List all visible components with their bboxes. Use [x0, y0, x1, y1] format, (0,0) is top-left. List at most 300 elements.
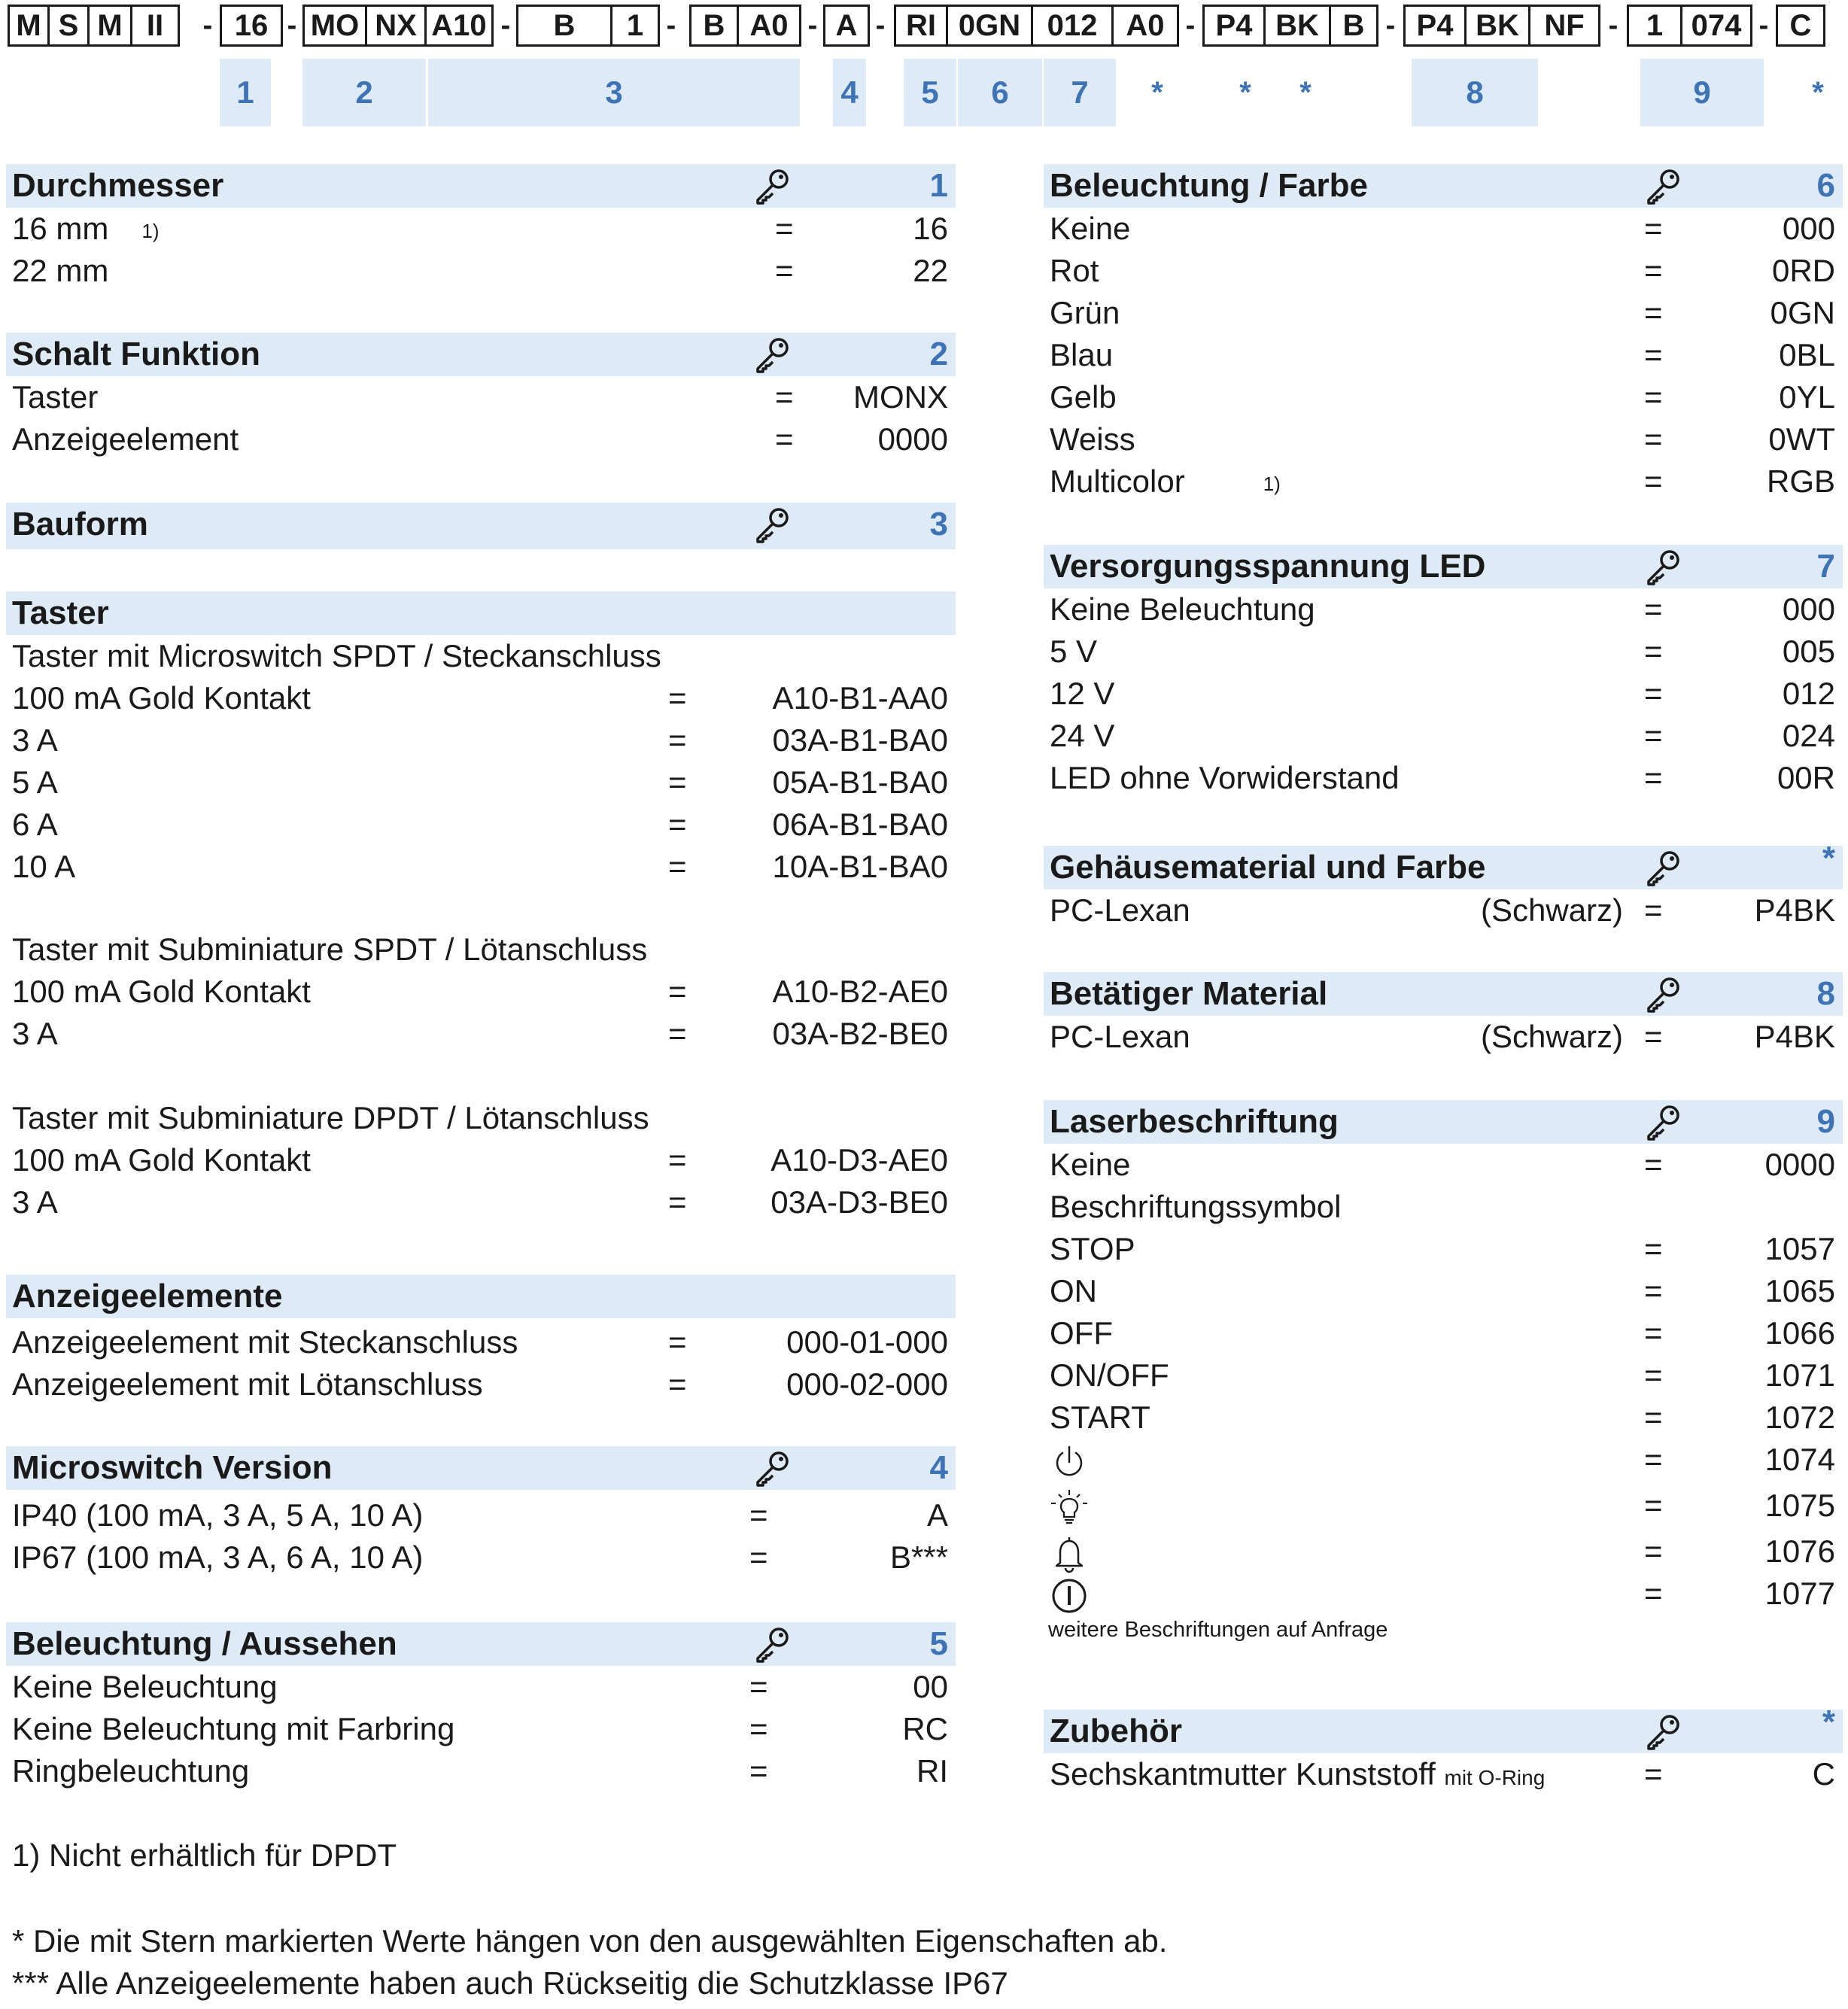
code-position-number: 7 — [1044, 59, 1116, 126]
option-row — [6, 1750, 956, 1792]
code-box: BK — [1464, 5, 1530, 47]
code-box: NF — [1528, 5, 1600, 47]
section-header — [1044, 1100, 1843, 1144]
option-code: 00R — [1777, 760, 1835, 795]
equals-sign: = — [1644, 379, 1663, 415]
option-row — [1044, 334, 1843, 376]
option-label: Sechskantmutter Kunststoff — [1050, 1756, 1436, 1792]
section-header — [1044, 1704, 1843, 1753]
section-title: Durchmesser — [12, 167, 224, 204]
section-number: * — [1822, 1704, 1835, 1740]
option-code: 0WT — [1768, 421, 1835, 457]
section-title: Microswitch Version — [12, 1449, 333, 1486]
key-icon — [753, 506, 792, 543]
code-box: BK — [1263, 5, 1331, 47]
option-row — [1044, 673, 1843, 715]
symbol-row — [1044, 1481, 1843, 1530]
code-box: A10 — [424, 5, 494, 47]
option-label: Keine Beleuchtung mit Farbring — [12, 1711, 455, 1746]
option-label: PC-Lexan — [1050, 1019, 1190, 1054]
option-label: Ringbeleuchtung — [12, 1753, 250, 1789]
section-schalt-funktion — [6, 333, 956, 460]
option-row — [6, 1363, 956, 1406]
option-label: Beschriftungssymbol — [1050, 1189, 1342, 1224]
option-code: 16 — [913, 211, 948, 246]
option-label: 6 A — [12, 807, 58, 842]
option-code: 00 — [913, 1669, 948, 1704]
section-header — [1044, 840, 1843, 889]
section-taster — [6, 591, 956, 1223]
equals-sign: = — [1644, 892, 1663, 928]
option-code: A10-B1-AA0 — [772, 680, 948, 716]
option-code: 0000 — [877, 421, 948, 457]
section-header — [1044, 972, 1843, 1016]
option-code: 1076 — [1764, 1533, 1835, 1569]
section-durchmesser — [6, 164, 956, 292]
option-row — [1044, 250, 1843, 292]
code-box: MO — [302, 5, 367, 47]
equals-sign: = — [749, 1497, 768, 1533]
option-code: MONX — [853, 379, 948, 415]
section-number: 9 — [1816, 1103, 1835, 1140]
equals-sign: = — [1644, 1315, 1663, 1351]
option-row — [6, 1181, 956, 1223]
code-star: * — [1151, 76, 1163, 109]
equals-sign: = — [668, 1366, 687, 1402]
equals-sign: = — [1644, 1488, 1663, 1523]
option-label: Anzeigeelement mit Lötanschluss — [12, 1366, 483, 1402]
option-code: 03A-D3-BE0 — [771, 1184, 948, 1220]
option-row — [1044, 1270, 1843, 1312]
code-box: B — [689, 5, 739, 47]
equals-sign: = — [668, 722, 687, 758]
key-icon — [753, 167, 792, 205]
code-box: A0 — [1111, 5, 1179, 47]
option-code: 0YL — [1779, 379, 1835, 415]
code-box: B — [516, 5, 612, 47]
code-box: II — [130, 5, 180, 47]
option-code: 000 — [1782, 591, 1835, 627]
equals-sign: = — [1644, 253, 1663, 288]
code-position-number: 6 — [958, 59, 1042, 126]
option-label: START — [1050, 1400, 1150, 1435]
code-box: M — [8, 5, 50, 47]
equals-sign: = — [1644, 295, 1663, 330]
option-code: 005 — [1782, 634, 1835, 669]
option-code: C — [1812, 1756, 1835, 1792]
equals-sign: = — [1644, 760, 1663, 795]
option-row — [6, 846, 956, 888]
option-label: Gelb — [1050, 379, 1117, 415]
option-code: A — [926, 1497, 948, 1533]
code-position-number: 8 — [1412, 59, 1538, 126]
code-dash: - — [287, 10, 297, 41]
option-label: 5 V — [1050, 634, 1098, 669]
equals-sign: = — [1644, 1147, 1663, 1182]
option-row — [6, 677, 956, 719]
option-code: 03A-B1-BA0 — [772, 722, 948, 758]
section-zubehoer — [1044, 1704, 1843, 1795]
option-label: 3 A — [12, 1184, 58, 1220]
option-code: 0GN — [1770, 295, 1835, 330]
option-label: Multicolor — [1050, 463, 1185, 499]
option-row — [6, 1321, 956, 1363]
code-star: * — [1812, 76, 1824, 109]
code-position-number: 5 — [904, 59, 956, 126]
option-label: PC-Lexan — [1050, 892, 1190, 928]
option-label: Grün — [1050, 295, 1120, 330]
section-header — [6, 591, 956, 635]
code-box: 074 — [1680, 5, 1752, 47]
equals-sign: = — [749, 1669, 768, 1704]
option-label: Keine — [1050, 1147, 1131, 1182]
code-position-number: 9 — [1640, 59, 1764, 126]
option-row — [6, 208, 956, 250]
equals-sign: = — [1644, 676, 1663, 711]
code-box: 0GN — [946, 5, 1033, 47]
section-bauform — [6, 503, 956, 549]
option-code: 0000 — [1764, 1147, 1835, 1182]
option-label: OFF — [1050, 1315, 1113, 1351]
equals-sign: = — [1644, 211, 1663, 246]
section-number: * — [1822, 840, 1835, 877]
option-row — [1044, 1228, 1843, 1270]
section-header — [6, 503, 956, 549]
equals-sign: = — [775, 421, 794, 457]
code-dash: - — [1185, 10, 1196, 41]
code-position-number: 2 — [302, 59, 426, 126]
symbol-row — [1044, 1439, 1843, 1481]
code-box: 1 — [610, 5, 660, 47]
equals-sign: = — [668, 1324, 687, 1360]
option-row — [6, 804, 956, 846]
power-icon — [1050, 1442, 1089, 1482]
equals-sign: = — [1644, 1533, 1663, 1569]
more-labels-note: weitere Beschriftungen auf Anfrage — [1048, 1618, 1388, 1642]
option-detail: mit O-Ring — [1444, 1766, 1546, 1789]
key-icon — [1644, 1713, 1683, 1750]
code-box: C — [1776, 5, 1825, 47]
option-label: ON/OFF — [1050, 1357, 1169, 1393]
section-header — [6, 1622, 956, 1666]
option-code: 1065 — [1764, 1273, 1835, 1308]
equals-sign: = — [668, 849, 687, 884]
section-title: Beleuchtung / Aussehen — [12, 1625, 397, 1662]
option-code: RGB — [1766, 463, 1835, 499]
option-row — [6, 1013, 956, 1055]
key-icon — [753, 1625, 792, 1663]
option-label: Taster — [12, 379, 99, 415]
option-label: STOP — [1050, 1231, 1135, 1266]
section-beleuchtung-aussehen — [6, 1622, 956, 1792]
info-circle-icon — [1050, 1576, 1089, 1615]
equals-sign: = — [775, 253, 794, 288]
section-header — [1044, 164, 1843, 208]
equals-sign: = — [668, 680, 687, 716]
code-box: 16 — [220, 5, 283, 47]
section-title: Taster — [12, 594, 109, 631]
option-code: 0BL — [1779, 337, 1835, 372]
section-gehaeusematerial — [1044, 840, 1843, 932]
option-code: 1077 — [1764, 1576, 1835, 1611]
option-code: P4BK — [1754, 1019, 1835, 1054]
option-code: A10-B2-AE0 — [772, 974, 948, 1009]
section-header — [6, 333, 956, 376]
section-versorgungsspannung — [1044, 545, 1843, 799]
key-icon — [753, 336, 792, 373]
option-row — [6, 418, 956, 460]
option-label: 22 mm — [12, 253, 109, 288]
code-dash: - — [1758, 10, 1769, 41]
symbol-row — [1044, 1573, 1843, 1615]
option-row — [1044, 460, 1843, 503]
option-label: 10 A — [12, 849, 76, 884]
option-label: Keine Beleuchtung — [1050, 591, 1315, 627]
option-label: 24 V — [1050, 718, 1115, 753]
option-row — [1044, 1753, 1843, 1795]
symbol-row — [1044, 1530, 1843, 1573]
section-title: Zubehör — [1050, 1713, 1182, 1749]
code-dash: - — [500, 10, 511, 41]
option-label: LED ohne Vorwiderstand — [1050, 760, 1400, 795]
option-row — [6, 250, 956, 292]
code-box: 1 — [1627, 5, 1682, 47]
option-row — [6, 971, 956, 1013]
option-label: 3 A — [12, 1016, 58, 1051]
option-row — [1044, 631, 1843, 673]
option-code: A10-D3-AE0 — [771, 1142, 948, 1178]
option-detail: (Schwarz) — [1481, 892, 1624, 928]
key-icon — [1644, 1103, 1683, 1141]
section-number: 1 — [929, 167, 948, 204]
option-row — [6, 1708, 956, 1750]
option-code: 22 — [913, 253, 948, 288]
option-row — [1044, 1354, 1843, 1397]
option-code: 000-02-000 — [786, 1366, 948, 1402]
group-title: Taster mit Subminiature SPDT / Lötanschluss — [12, 932, 648, 967]
option-code: 1057 — [1764, 1231, 1835, 1266]
code-dash: - — [807, 10, 818, 41]
footnote-marker: 1) — [1263, 473, 1281, 495]
option-code: 1071 — [1764, 1357, 1835, 1393]
code-box: RI — [894, 5, 948, 47]
key-icon — [753, 1449, 792, 1487]
section-title: Anzeigeelemente — [12, 1278, 283, 1315]
equals-sign: = — [749, 1711, 768, 1746]
option-code: 000-01-000 — [786, 1324, 948, 1360]
code-box: M — [87, 5, 132, 47]
section-beleuchtung-farbe — [1044, 164, 1843, 503]
option-label: 16 mm — [12, 211, 109, 246]
option-code: 10A-B1-BA0 — [772, 849, 948, 884]
code-dash: - — [202, 10, 213, 41]
option-label: 12 V — [1050, 676, 1115, 711]
code-box: A — [823, 5, 870, 47]
option-code: 1075 — [1764, 1488, 1835, 1523]
option-code: RC — [902, 1711, 948, 1746]
option-code: 03A-B2-BE0 — [772, 1016, 948, 1051]
option-label: IP67 (100 mA, 3 A, 6 A, 10 A) — [12, 1539, 424, 1575]
option-code: 1066 — [1764, 1315, 1835, 1351]
option-row — [1044, 889, 1843, 932]
lightbulb-icon — [1050, 1488, 1089, 1527]
section-header — [6, 164, 956, 208]
section-betaetiger-material — [1044, 972, 1843, 1058]
equals-sign: = — [668, 1184, 687, 1220]
section-title: Laserbeschriftung — [1050, 1103, 1339, 1140]
equals-sign: = — [749, 1539, 768, 1575]
equals-sign: = — [1644, 1442, 1663, 1477]
option-row — [1044, 208, 1843, 250]
section-number: 7 — [1816, 548, 1835, 585]
code-box: P4 — [1403, 5, 1467, 47]
section-title: Versorgungsspannung LED — [1050, 548, 1486, 585]
option-row — [1044, 757, 1843, 799]
option-row — [1044, 588, 1843, 631]
equals-sign: = — [1644, 718, 1663, 753]
footnote-1: 1) Nicht erhältlich für DPDT — [12, 1837, 397, 1873]
option-label: Weiss — [1050, 421, 1135, 457]
code-position-number: 1 — [220, 59, 271, 126]
option-label: 100 mA Gold Kontakt — [12, 1142, 311, 1178]
equals-sign: = — [1644, 591, 1663, 627]
option-row — [6, 761, 956, 804]
equals-sign: = — [1644, 1273, 1663, 1308]
equals-sign: = — [1644, 1400, 1663, 1435]
key-icon — [1644, 548, 1683, 585]
section-title: Bauform — [12, 506, 148, 543]
code-position-number: 3 — [428, 59, 800, 126]
equals-sign: = — [1644, 421, 1663, 457]
option-row — [6, 1139, 956, 1181]
equals-sign: = — [775, 211, 794, 246]
section-number: 3 — [929, 506, 948, 543]
group-title — [1044, 1186, 1843, 1228]
equals-sign: = — [668, 764, 687, 800]
option-label: 5 A — [12, 764, 58, 800]
section-number: 5 — [929, 1625, 948, 1662]
option-label: 100 mA Gold Kontakt — [12, 974, 311, 1009]
equals-sign: = — [1644, 1576, 1663, 1611]
equals-sign: = — [1644, 463, 1663, 499]
equals-sign: = — [775, 379, 794, 415]
option-row — [1044, 1397, 1843, 1439]
section-anzeigeelemente — [6, 1275, 956, 1406]
option-label: Keine Beleuchtung — [12, 1669, 278, 1704]
option-row — [6, 1536, 956, 1579]
option-label: Keine — [1050, 211, 1131, 246]
bell-icon — [1050, 1534, 1089, 1573]
equals-sign: = — [749, 1753, 768, 1789]
option-code: B*** — [889, 1539, 948, 1575]
code-box: A0 — [737, 5, 801, 47]
equals-sign: = — [668, 1016, 687, 1051]
option-row — [1044, 1144, 1843, 1186]
option-code: P4BK — [1754, 892, 1835, 928]
key-icon — [1644, 849, 1683, 886]
option-label: Anzeigeelement — [12, 421, 239, 457]
code-box: P4 — [1202, 5, 1266, 47]
option-code: 024 — [1782, 718, 1835, 753]
option-code: 012 — [1782, 676, 1835, 711]
option-detail: (Schwarz) — [1481, 1019, 1624, 1054]
option-row — [6, 376, 956, 418]
section-title: Beleuchtung / Farbe — [1050, 167, 1368, 204]
option-label: ON — [1050, 1273, 1097, 1308]
option-label: IP40 (100 mA, 3 A, 5 A, 10 A) — [12, 1497, 424, 1533]
option-label: Blau — [1050, 337, 1114, 372]
code-star: * — [1239, 76, 1251, 109]
section-header — [6, 1446, 956, 1490]
footnote-triple-star: *** Alle Anzeigeelemente haben auch Rückseitig die Schutzklasse IP67 — [12, 1965, 1008, 2001]
footnote-star: * Die mit Stern markierten Werte hängen von den ausgewählten Eigenschaften ab. — [12, 1923, 1168, 1959]
code-box: 012 — [1031, 5, 1114, 47]
code-star: * — [1299, 76, 1312, 109]
section-microswitch-version — [6, 1446, 956, 1579]
option-row — [6, 1666, 956, 1708]
group-title: Taster mit Microswitch SPDT / Steckanschluss — [12, 638, 661, 673]
code-dash: - — [875, 10, 886, 41]
footnote-marker: 1) — [141, 220, 160, 242]
code-dash: - — [1608, 10, 1619, 41]
section-number: 2 — [929, 336, 948, 372]
option-label: Rot — [1050, 253, 1099, 288]
equals-sign: = — [1644, 634, 1663, 669]
equals-sign: = — [1644, 1231, 1663, 1266]
equals-sign: = — [1644, 1756, 1663, 1792]
option-code: 0RD — [1771, 253, 1835, 288]
equals-sign: = — [668, 1142, 687, 1178]
option-row — [1044, 715, 1843, 757]
section-laserbeschriftung — [1044, 1100, 1843, 1642]
equals-sign: = — [668, 807, 687, 842]
group-title: Taster mit Subminiature DPDT / Lötanschluss — [12, 1100, 649, 1135]
code-dash: - — [666, 10, 676, 41]
option-code: 1072 — [1764, 1400, 1835, 1435]
option-row — [1044, 418, 1843, 460]
section-number: 4 — [929, 1449, 948, 1486]
equals-sign: = — [668, 974, 687, 1009]
section-title: Schalt Funktion — [12, 336, 260, 372]
option-code: 1074 — [1764, 1442, 1835, 1477]
option-label: 3 A — [12, 722, 58, 758]
option-label: Anzeigeelement mit Steckanschluss — [12, 1324, 518, 1360]
option-label: 100 mA Gold Kontakt — [12, 680, 311, 716]
option-row — [1044, 1016, 1843, 1058]
section-title: Betätiger Material — [1050, 975, 1328, 1012]
option-code: 06A-B1-BA0 — [772, 807, 948, 842]
equals-sign: = — [1644, 337, 1663, 372]
section-number: 8 — [1816, 975, 1835, 1012]
section-header — [6, 1275, 956, 1318]
section-title: Gehäusematerial und Farbe — [1050, 849, 1486, 886]
option-row — [6, 1494, 956, 1536]
option-row — [1044, 376, 1843, 418]
equals-sign: = — [1644, 1357, 1663, 1393]
option-code: 000 — [1782, 211, 1835, 246]
code-box: S — [47, 5, 90, 47]
code-position-number: 4 — [833, 59, 866, 126]
key-icon — [1644, 975, 1683, 1013]
option-row — [6, 719, 956, 761]
key-icon — [1644, 167, 1683, 205]
option-code: RI — [916, 1753, 948, 1789]
code-box: B — [1329, 5, 1378, 47]
section-header — [1044, 545, 1843, 588]
option-row — [1044, 1312, 1843, 1354]
section-number: 6 — [1816, 167, 1835, 204]
option-code: 05A-B1-BA0 — [772, 764, 948, 800]
